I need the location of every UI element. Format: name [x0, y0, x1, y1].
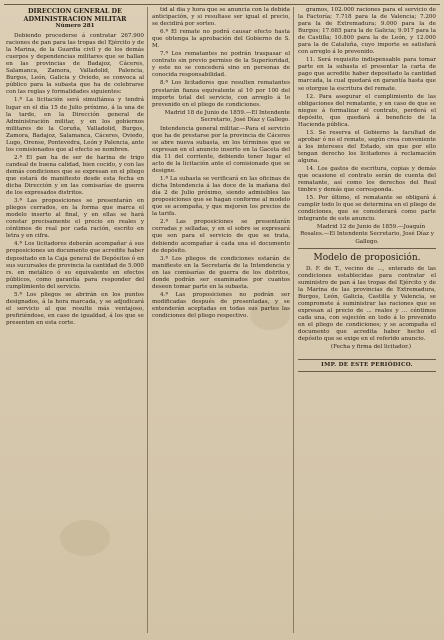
signature-line: Madrid 18 de Junio de 1859.—El Intendente Secretario, José Díaz y Gallego. [164, 109, 290, 123]
top-rule [4, 4, 440, 5]
date-signature-note: (Fecha y firma del licitador.) [330, 344, 412, 351]
paragraph: 2.ª El pan ha de ser de harina de trigo candeal de buena calidad, bien cocido, y con las demás condiciones que se expresan en el pliego que estará de manifiesto desde esta fecha en dicha Dirección y en las comisarías de guerra de los expresados distritos. [6, 154, 144, 197]
paragraph: Debiendo procederse á contratar 267.900 raciones de pan para las tropas del Ejército y de la Marina, de la Guardia civil y de los demás cuerpos y dependencias militares que se hallan en las provincias de Badajoz, Cáceres, Salamanca, Zamora, Valladolid, Palencia, Burgos, León, Galicia y Oviedo, se convoca al público para la subasta que ha de celebrarse con las reglas y formalidades siguientes: [6, 33, 144, 96]
divider [298, 248, 436, 249]
paragraph: 13. Se reserva el Gobierno la facultad de aprobar ó no el remate, según crea conveniente á los intereses del Estado, sin que por ello tengan derecho los licitadores á reclamación alguna. [298, 129, 436, 164]
printer-imprint: IMP. DE ESTE PERIÓDICO. [298, 359, 436, 372]
model-heading: Modelo de proposición. [313, 252, 421, 263]
paragraph: 15. Por último, el rematante se obligará á cumplir todo lo que se determina en el pliego de condiciones, que se considerará como parte integrante de este anuncio. [298, 195, 436, 223]
paragraph: 4.ª Las proposiciones no podrán ser modificadas después de presentadas, y se entenderán aceptadas en todas sus partes las condiciones del pliego respectivo. [152, 291, 290, 319]
signature-line: Madrid 12 de Junio de 1859.—Joaquín Rosales.—El Intendente Secretario, José Díaz y Gallego. [300, 224, 434, 245]
paragraph: gramos, 102.000 raciones para el servicio de la Factoría; 7.718 para la de Valencia; 7.200 para la de Extremadura; 9.000 para la de Burgos; 17.685 para la de Galicia; 9.917 para la de Castilla; 10.800 para la de León, y 12.000 para la de Cataluña, cuyo importe se satisfará con arreglo á lo prevenido. [298, 7, 436, 56]
column-2 [152, 7, 290, 633]
paragraph: 12. Para asegurar el cumplimiento de las obligaciones del rematante, y en caso de que se niegue á formalizar el contrato, perderá el depósito, que quedará á beneficio de la Hacienda pública. [298, 93, 436, 128]
paragraph: 1.ª La subasta se verificará en las oficinas de dicha Intendencia á las doce de la mañana del día 2 de Julio próximo, siendo admisibles las proposiciones que se hagan conforme al modelo que se acompaña, y que mejoren los precios de la tarifa. [152, 176, 290, 218]
column-1 [6, 7, 144, 633]
paragraph: Intendencia general militar.—Para el servicio que ha de prestarse por la provincia de Cáceres se abre nueva subasta, en los términos que se expresan en el anuncio inserto en la Gaceta del día 11 del corriente, debiendo tener lugar el acto de la licitación ante el comisionado que se designe. [152, 125, 290, 175]
paragraph: 6.ª El remate no podrá causar efecto hasta que obtenga la aprobación del Gobierno de S. M. [152, 29, 290, 50]
paragraph: 3.ª Las proposiciones se presentarán en pliegos cerrados, en la forma que marca el modelo inserto al final, y en ellas se hará constar precisamente el precio en reales y céntimos de real por cada ración, escrito en letra y en cifra. [6, 198, 144, 240]
section-heading: DIRECCION GENERAL DE ADMINISTRACION MILITAR [23, 7, 127, 23]
paragraph: 3.ª Los pliegos de condiciones estarán de manifiesto en la Secretaría de la Intendencia y en las comisarías de guerra de los distritos, donde podrán ser examinados por cuantos deseen tomar parte en la subasta. [152, 255, 290, 290]
paragraph: D. F. de T., vecino de ..., enterado de las condiciones establecidas para contratar el suministro de pan á las tropas del Ejército y de la Marina de las provincias de Extremadura, Burgos, León, Galicia, Castilla y Valencia, se compromete á suministrar las raciones que se expresan al precio de ... reales y ... céntimos cada una, con sujeción en todo á lo prevenido en el pliego de condiciones; y se acompaña el documento que acredita haber hecho el depósito que se exige en el referido anuncio. [298, 265, 436, 343]
column-divider [293, 7, 294, 633]
paragraph: 14. Los gastos de escritura, copias y demás que ocasione el contrato serán de cuenta del rematante, así como los derechos del Real timbre y demás que corresponda. [298, 166, 436, 194]
notice-number: Número 281 [55, 23, 95, 29]
paragraph: 7.ª Los rematantes no podrán traspasar el contrato sin previo permiso de la Superioridad, y este no se concederá sino en personas de conocida responsabilidad. [152, 51, 290, 79]
paragraph: 4.ª Los licitadores deberán acompañar á sus proposiciones un documento que acredite haber depositado en la Caja general de Depósitos ó en sus sucursales de provincia la cantidad de 5.000 rs. en metálico ó su equivalente en efectos públicos, como garantía para responder del cumplimiento del servicio. [6, 241, 144, 290]
paragraph: 2.ª Las proposiciones se presentarán cerradas y selladas, y en el sobre se expresará que son para el servicio de que se trata, debiendo acompañar á cada una el documento de depósito. [152, 219, 290, 254]
paragraph: tid al día y hora que se anuncia con la debida anticipación, y si resultase ser igual el precio, se decidirá por sorteo. [152, 7, 290, 28]
paragraph: 5.ª Los pliegos se abrirán en los puntos designados, á la hora marcada, y se adjudicará el servicio al que resulte más ventajoso, prefiriéndose, en caso de igualdad, á los que se presenten en esta corte. [6, 291, 144, 326]
paragraph: 1.ª La licitación será simultánea y tendrá lugar en el día 15 de Julio próximo, á la una de la tarde, en la Dirección general de Administración militar, y en los gobiernos militares de la Coruña, Valladolid, Burgos, Zamora, Badajoz, Salamanca, Cáceres, Oviedo, Lugo, Orense, Pontevedra, León y Palencia, ante los comisionados que al efecto se nombren. [6, 97, 144, 153]
paragraph: 8.ª Los licitadores que resulten rematantes prestarán fianza equivalente al 10 por 100 del importe total del servicio, con arreglo á lo prevenido en el pliego de condiciones. [152, 80, 290, 108]
column-3 [298, 7, 436, 633]
column-divider [147, 7, 148, 633]
paragraph: 11. Será requisito indispensable para tomar parte en la subasta el presentar la carta de pago que acredite haber depositado la cantidad marcada, la cual quedará en garantía hasta que se otorgue la escritura del remate. [298, 57, 436, 92]
